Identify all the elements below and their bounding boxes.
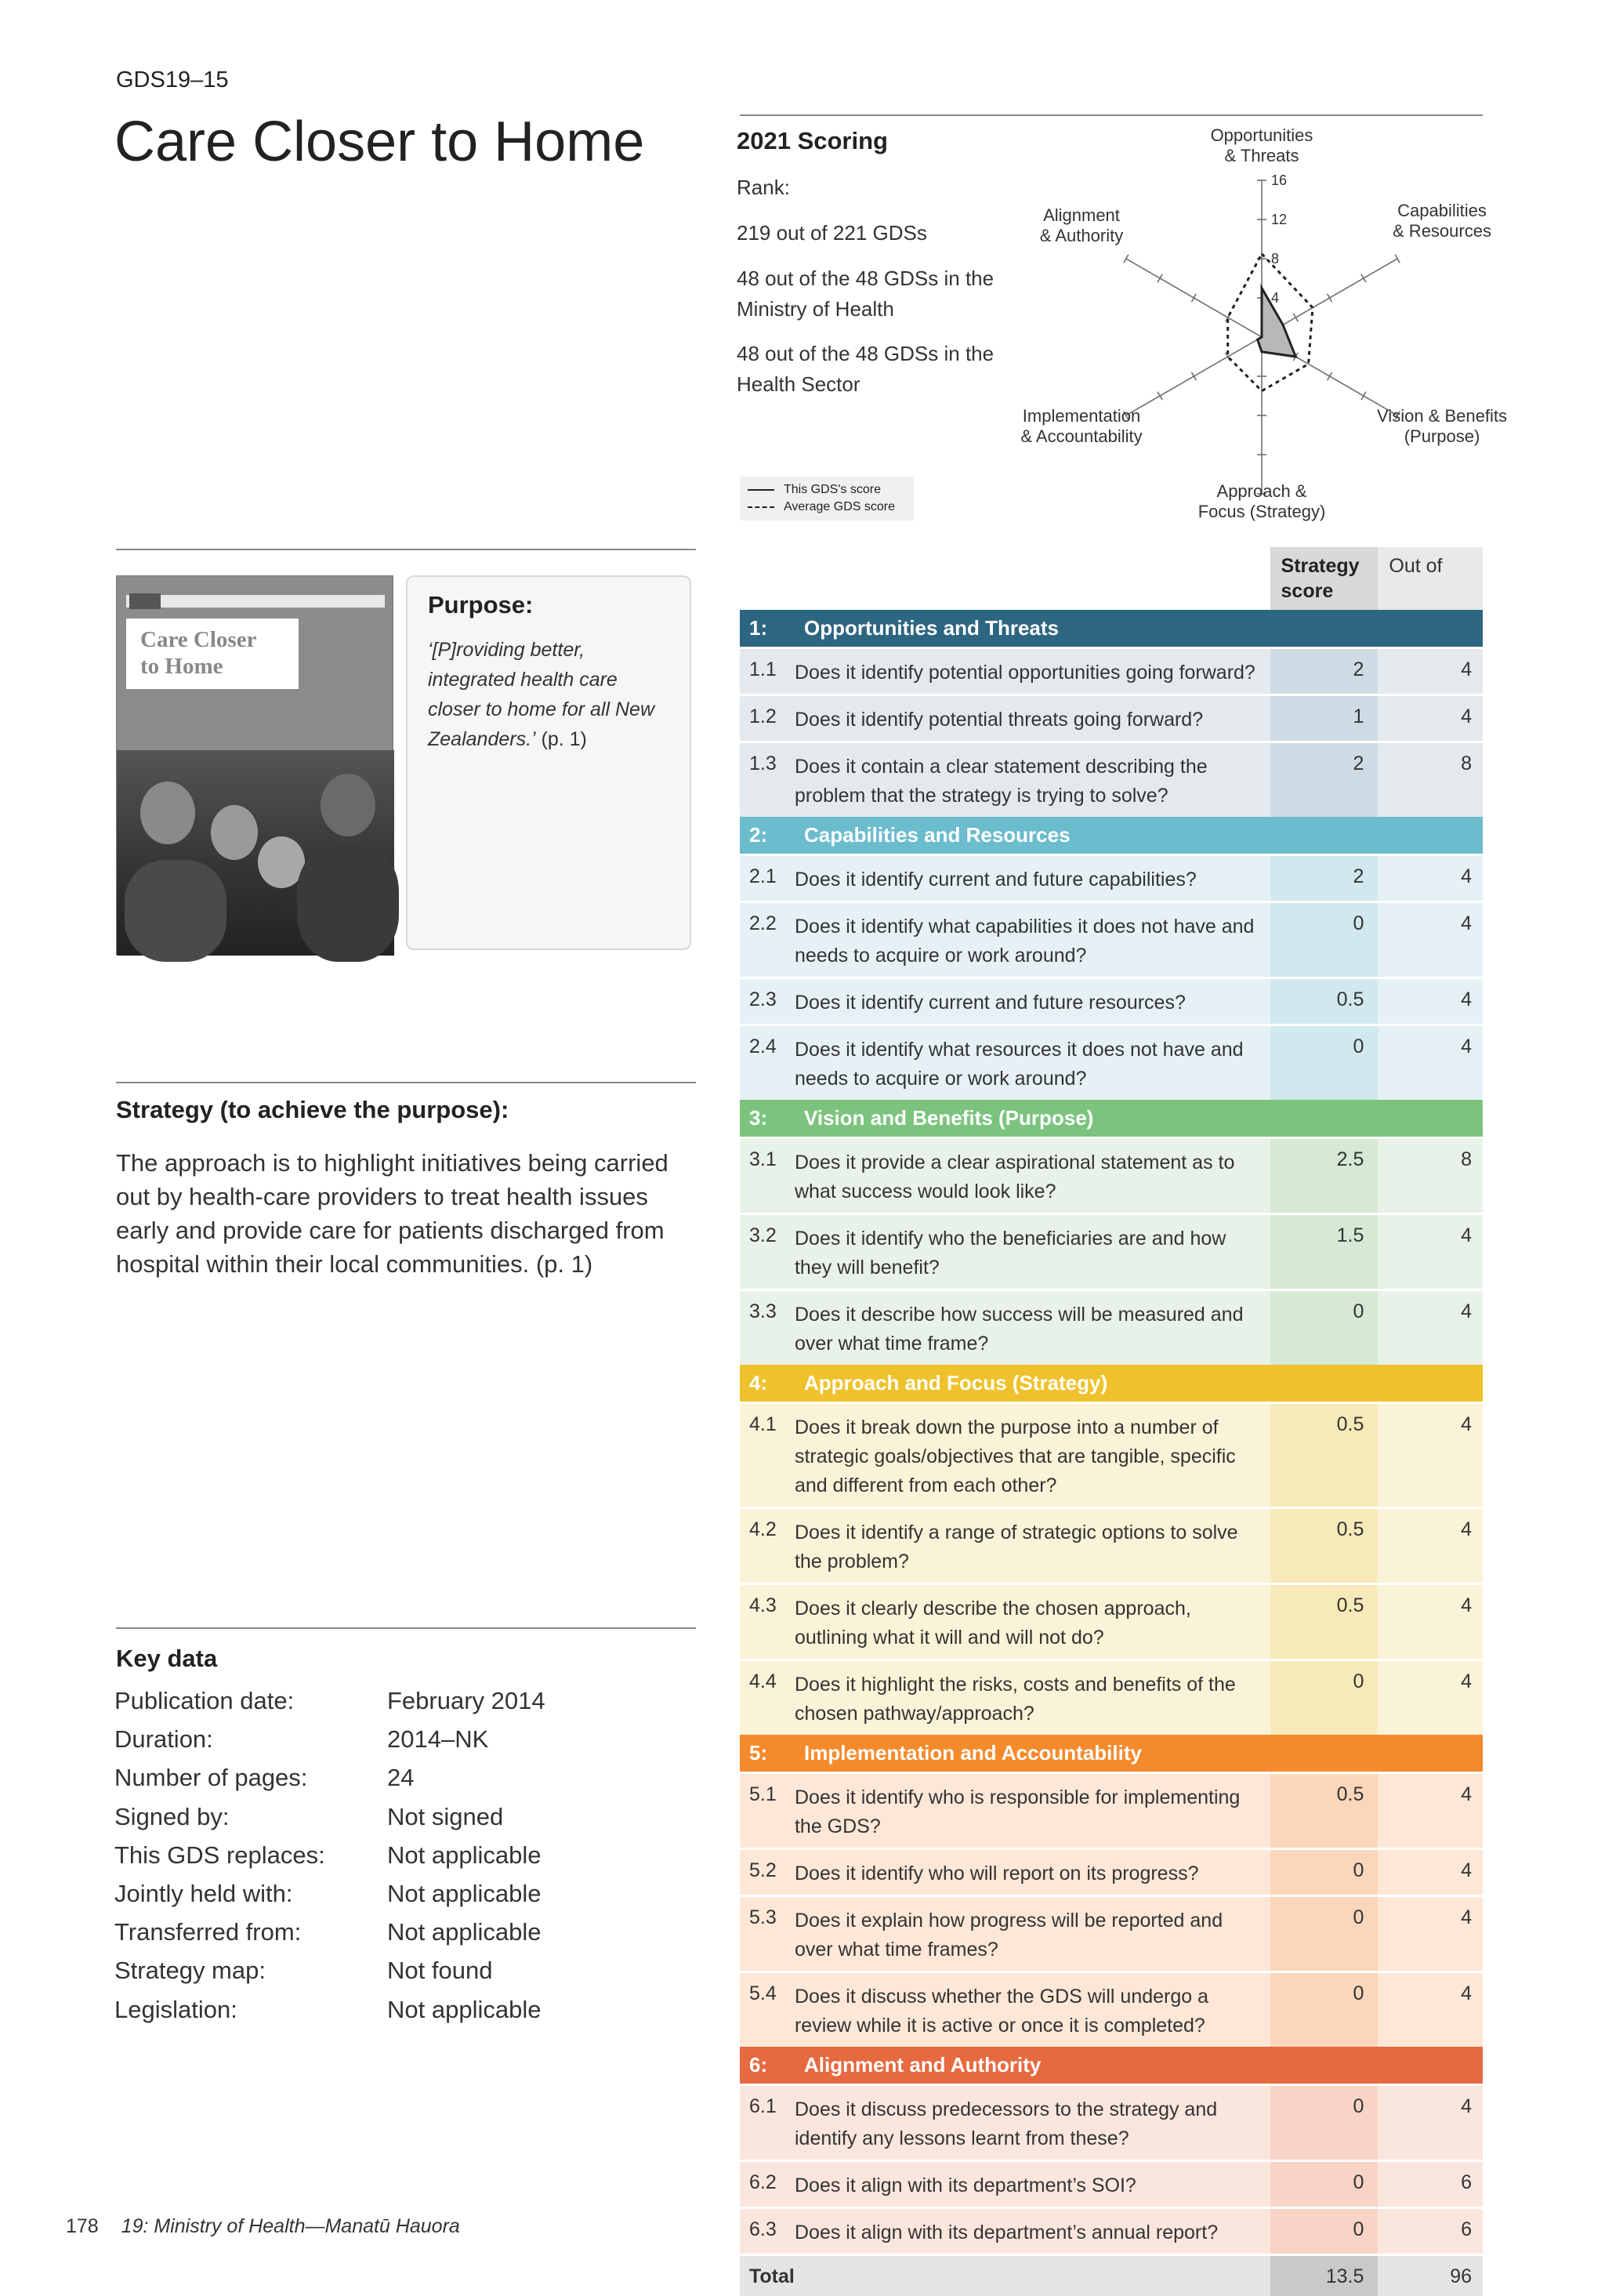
out-of-score: 4 [1378, 1508, 1483, 1584]
section-title: Alignment and Authority [795, 2047, 1483, 2085]
out-of-score: 4 [1378, 978, 1483, 1025]
radar-tick-mark [1293, 314, 1298, 321]
strategy-score: 0.5 [1270, 978, 1379, 1025]
section-header-row [740, 1735, 1483, 1773]
page-footer [66, 2215, 460, 2238]
header-strategy-score: Strategy score [1270, 547, 1379, 610]
rank-ministry: 48 out of the 48 GDSs in the Ministry of Health [737, 263, 1034, 325]
table-row [740, 978, 1483, 1025]
header-blank [740, 547, 1270, 610]
question-number: 2.3 [740, 978, 795, 1025]
out-of-score: 4 [1378, 1025, 1483, 1101]
score-table [740, 547, 1483, 2296]
radar-axis-label: Vision & Benefits [1377, 406, 1507, 426]
strategy-score: 0 [1270, 2208, 1379, 2255]
strategy-score: 0.5 [1270, 1508, 1379, 1584]
strategy-score: 2 [1270, 742, 1379, 818]
dashed-line-swatch [748, 506, 774, 508]
total-row [740, 2255, 1483, 2296]
question-number: 6.1 [740, 2085, 795, 2161]
key-data-heading: Key data [116, 1645, 217, 1673]
legend-score [748, 481, 906, 499]
radar-axis-label: & Authority [1040, 226, 1123, 245]
strategy-score: 0 [1270, 1290, 1379, 1366]
question-text: Does it identify potential threats going forward? [795, 695, 1270, 742]
question-text: Does it discuss whether the GDS will undergo a review while it is active or once it is completed? [795, 1972, 1270, 2048]
strategy-divider [116, 1082, 696, 1083]
question-text: Does it identify current and future capabilities? [795, 855, 1270, 902]
photo-figure [297, 844, 399, 962]
key-data-label: Number of pages: [114, 1762, 387, 1794]
key-data-value: 2014–NK [387, 1725, 488, 1753]
out-of-score: 6 [1378, 2208, 1483, 2255]
radar-tick-mark [1124, 255, 1129, 263]
question-text: Does it identify a range of strategic options to solve the problem? [795, 1508, 1270, 1584]
radar-tick-mark [1361, 274, 1366, 282]
out-of-score: 4 [1378, 1403, 1483, 1508]
section-number: 1: [740, 610, 795, 648]
table-row [740, 902, 1483, 978]
photo-figure [211, 805, 258, 860]
radar-axis-label: & Resources [1393, 221, 1491, 241]
table-row [740, 1773, 1483, 1849]
key-data-row [114, 1994, 541, 2026]
radar-axis-label: Opportunities [1211, 125, 1313, 145]
question-text: Does it identify who the beneficiaries are and how they will benefit? [795, 1214, 1270, 1290]
out-of-score: 6 [1378, 2161, 1483, 2208]
table-row [740, 1138, 1483, 1214]
question-text: Does it identify what capabilities it does not have and needs to acquire or work around? [795, 902, 1270, 978]
purpose-box [406, 575, 691, 950]
out-of-score: 4 [1378, 695, 1483, 742]
header-out-of: Out of [1378, 547, 1483, 610]
key-data-row [114, 1917, 541, 1948]
question-text: Does it break down the purpose into a number of strategic goals/objectives that are tangible, specific and different from each other? [795, 1403, 1270, 1508]
out-of-score: 4 [1378, 1972, 1483, 2048]
key-data-row [114, 1955, 492, 1986]
purpose-quote: ‘[P]roviding better, integrated health care closer to home for all New Zealanders.’ [428, 639, 654, 750]
out-of-score: 4 [1378, 902, 1483, 978]
cover-title-line2: to Home [140, 653, 284, 680]
section-header-row [740, 817, 1483, 855]
radar-tick-mark [1361, 392, 1366, 400]
table-row [740, 695, 1483, 742]
section-header-row [740, 1100, 1483, 1138]
radar-axis-label: Alignment [1043, 205, 1120, 225]
question-text: Does it provide a clear aspirational statement as to what success would look like? [795, 1138, 1270, 1214]
question-number: 4.1 [740, 1403, 795, 1508]
rank-overall: 219 out of 221 GDSs [737, 218, 1034, 248]
out-of-score: 4 [1378, 1584, 1483, 1660]
radar-tick-mark [1191, 294, 1196, 302]
question-text: Does it discuss predecessors to the strategy and identify any lessons learnt from these? [795, 2085, 1270, 2161]
strategy-score: 0 [1270, 1660, 1379, 1736]
key-data-label: Publication date: [114, 1685, 387, 1717]
question-text: Does it align with its department’s SOI? [795, 2161, 1270, 2208]
page-title: Care Closer to Home [114, 110, 644, 174]
question-number: 1.1 [740, 648, 795, 695]
strategy-score: 0 [1270, 902, 1379, 978]
strategy-score: 0.5 [1270, 1403, 1379, 1508]
strategy-score: 0.5 [1270, 1584, 1379, 1660]
legend-score-label: This GDS's score [784, 483, 881, 497]
question-text: Does it identify who is responsible for implementing the GDS? [795, 1773, 1270, 1849]
photo-figure [125, 860, 226, 962]
strategy-text: The approach is to highlight initiatives being carried out by health-care providers to treat health issues early and provide care for patients discharged from hospital within their local communities. (p. 1) [116, 1146, 680, 1281]
section-header-row [740, 610, 1483, 648]
strategy-score: 0 [1270, 2161, 1379, 2208]
out-of-score: 4 [1378, 1214, 1483, 1290]
key-data-row [114, 1762, 414, 1794]
strategy-score: 0 [1270, 1849, 1379, 1896]
purpose-citation: (p. 1) [536, 728, 587, 750]
strategy-score: 1.5 [1270, 1214, 1379, 1290]
key-data-value: Not signed [387, 1803, 503, 1830]
key-data-label: Transferred from: [114, 1917, 387, 1948]
radar-tick-label: 4 [1271, 290, 1279, 306]
key-data-divider [116, 1627, 696, 1629]
key-data-label: Signed by: [114, 1801, 387, 1833]
section-number: 2: [740, 817, 795, 855]
total-label: Total [740, 2255, 1270, 2296]
strategy-score: 0 [1270, 1972, 1379, 2048]
question-number: 4.4 [740, 1660, 795, 1736]
scoring-heading: 2021 Scoring [737, 127, 888, 155]
out-of-score: 4 [1378, 1896, 1483, 1972]
section-header-row [740, 1365, 1483, 1403]
strategy-score: 2 [1270, 855, 1379, 902]
rank-label: Rank: [737, 172, 1034, 203]
key-data-row [114, 1724, 488, 1755]
legend-average-label: Average GDS score [784, 500, 895, 514]
key-data-row [114, 1801, 503, 1833]
section-title: Approach and Focus (Strategy) [795, 1365, 1483, 1403]
question-text: Does it identify potential opportunities going forward? [795, 648, 1270, 695]
question-number: 5.4 [740, 1972, 795, 2048]
question-text: Does it identify current and future resources? [795, 978, 1270, 1025]
footer-section-title: 19: Ministry of Health—Manatū Hauora [121, 2215, 460, 2237]
section-number: 3: [740, 1100, 795, 1138]
table-row [740, 1849, 1483, 1896]
table-row [740, 2161, 1483, 2208]
cover-title-line1: Care Closer [140, 626, 284, 653]
key-data-value: Not applicable [387, 1841, 541, 1869]
radar-tick-label: 16 [1271, 172, 1287, 188]
key-data-label: Strategy map: [114, 1955, 387, 1986]
out-of-score: 4 [1378, 1660, 1483, 1736]
radar-axis-label: Approach & [1217, 481, 1307, 501]
table-row [740, 2208, 1483, 2255]
question-text: Does it align with its department’s annual report? [795, 2208, 1270, 2255]
question-number: 4.3 [740, 1584, 795, 1660]
out-of-score: 4 [1378, 1849, 1483, 1896]
out-of-score: 4 [1378, 648, 1483, 695]
key-data-value: 24 [387, 1764, 414, 1791]
question-text: Does it explain how progress will be reported and over what time frames? [795, 1896, 1270, 1972]
section-number: 6: [740, 2047, 795, 2085]
question-number: 5.3 [740, 1896, 795, 1972]
question-text: Does it contain a clear statement describing the problem that the strategy is trying to solve? [795, 742, 1270, 818]
out-of-score: 8 [1378, 742, 1483, 818]
key-data-value: Not applicable [387, 1880, 541, 1907]
question-text: Does it highlight the risks, costs and benefits of the chosen pathway/approach? [795, 1660, 1270, 1736]
cover-divider [116, 549, 696, 550]
strategy-score: 0.5 [1270, 1773, 1379, 1849]
radar-legend [740, 477, 914, 520]
purpose-text [428, 635, 669, 754]
out-of-score: 4 [1378, 2085, 1483, 2161]
document-cover-image [116, 575, 393, 955]
key-data-label: This GDS replaces: [114, 1840, 387, 1871]
cover-header-bar [126, 595, 385, 608]
document-code: GDS19–15 [116, 67, 229, 93]
question-number: 3.2 [740, 1214, 795, 1290]
question-number: 2.4 [740, 1025, 795, 1101]
radar-tick-mark [1328, 372, 1332, 380]
key-data-value: Not applicable [387, 1918, 541, 1946]
radar-tick-mark [1395, 255, 1400, 263]
radar-tick-mark [1158, 274, 1162, 282]
radar-tick-mark [1191, 372, 1196, 380]
strategy-score: 2 [1270, 648, 1379, 695]
key-data-value: Not found [387, 1957, 492, 1984]
section-title: Vision and Benefits (Purpose) [795, 1100, 1483, 1138]
question-text: Does it identify what resources it does not have and needs to acquire or work around? [795, 1025, 1270, 1101]
radar-chart [1019, 118, 1583, 541]
question-text: Does it identify who will report on its progress? [795, 1849, 1270, 1896]
total-score: 13.5 [1270, 2255, 1379, 2296]
legend-average [748, 499, 906, 516]
radar-axis-label: Implementation [1023, 406, 1140, 426]
section-title: Implementation and Accountability [795, 1735, 1483, 1773]
radar-axis-label: & Accountability [1020, 426, 1142, 446]
solid-line-swatch [748, 489, 774, 491]
key-data-value: February 2014 [387, 1687, 545, 1714]
radar-axis-label: & Threats [1225, 146, 1299, 165]
radar-axis-label: Capabilities [1397, 201, 1487, 220]
scoring-divider [740, 114, 1483, 116]
strategy-score: 2.5 [1270, 1138, 1379, 1214]
total-out-of: 96 [1378, 2255, 1483, 2296]
question-number: 1.2 [740, 695, 795, 742]
table-row [740, 1972, 1483, 2048]
table-row [740, 1660, 1483, 1736]
cover-title [126, 618, 299, 689]
question-number: 4.2 [740, 1508, 795, 1584]
strategy-score: 1 [1270, 695, 1379, 742]
purpose-heading: Purpose: [428, 591, 669, 619]
key-data-label: Jointly held with: [114, 1878, 387, 1910]
photo-figure [140, 782, 195, 844]
strategy-score: 0 [1270, 1896, 1379, 1972]
question-number: 5.2 [740, 1849, 795, 1896]
out-of-score: 4 [1378, 855, 1483, 902]
section-number: 5: [740, 1735, 795, 1773]
table-row [740, 1403, 1483, 1508]
key-data-row [114, 1878, 541, 1910]
table-row [740, 1214, 1483, 1290]
radar-tick-mark [1328, 294, 1332, 302]
photo-figure [321, 774, 375, 836]
page-number: 178 [66, 2215, 99, 2237]
question-number: 6.3 [740, 2208, 795, 2255]
question-text: Does it describe how success will be measured and over what time frame? [795, 1290, 1270, 1366]
radar-tick-label: 8 [1271, 251, 1279, 267]
radar-axis-label: (Purpose) [1404, 426, 1480, 446]
out-of-score: 4 [1378, 1773, 1483, 1849]
out-of-score: 8 [1378, 1138, 1483, 1214]
section-number: 4: [740, 1365, 795, 1403]
table-row [740, 742, 1483, 818]
ministry-logo-icon [129, 593, 161, 609]
strategy-score: 0 [1270, 1025, 1379, 1101]
out-of-score: 4 [1378, 1290, 1483, 1366]
table-row [740, 1584, 1483, 1660]
key-data-label: Legislation: [114, 1994, 387, 2026]
radar-tick-label: 12 [1271, 212, 1287, 227]
section-title: Capabilities and Resources [795, 817, 1483, 855]
key-data-row [114, 1685, 545, 1717]
table-row [740, 1896, 1483, 1972]
section-title: Opportunities and Threats [795, 610, 1483, 648]
table-row [740, 1025, 1483, 1101]
radar-axis-label: Focus (Strategy) [1198, 502, 1326, 521]
strategy-score: 0 [1270, 2085, 1379, 2161]
cover-photo [117, 750, 394, 956]
rank-sector: 48 out of the 48 GDSs in the Health Sector [737, 339, 1034, 400]
table-row [740, 855, 1483, 902]
question-number: 2.2 [740, 902, 795, 978]
key-data-value: Not applicable [387, 1996, 541, 2023]
table-header-row [740, 547, 1483, 610]
score-table-body [740, 610, 1483, 2296]
question-text: Does it clearly describe the chosen approach, outlining what it will and will not do? [795, 1584, 1270, 1660]
section-header-row [740, 2047, 1483, 2085]
table-row [740, 648, 1483, 695]
question-number: 1.3 [740, 742, 795, 818]
question-number: 6.2 [740, 2161, 795, 2208]
strategy-heading: Strategy (to achieve the purpose): [116, 1096, 509, 1124]
question-number: 3.3 [740, 1290, 795, 1366]
table-row [740, 1290, 1483, 1366]
table-row [740, 1508, 1483, 1584]
question-number: 3.1 [740, 1138, 795, 1214]
question-number: 2.1 [740, 855, 795, 902]
key-data-row [114, 1840, 541, 1871]
question-number: 5.1 [740, 1773, 795, 1849]
key-data-label: Duration: [114, 1724, 387, 1755]
table-row [740, 2085, 1483, 2161]
radar-tick-mark [1158, 392, 1162, 400]
